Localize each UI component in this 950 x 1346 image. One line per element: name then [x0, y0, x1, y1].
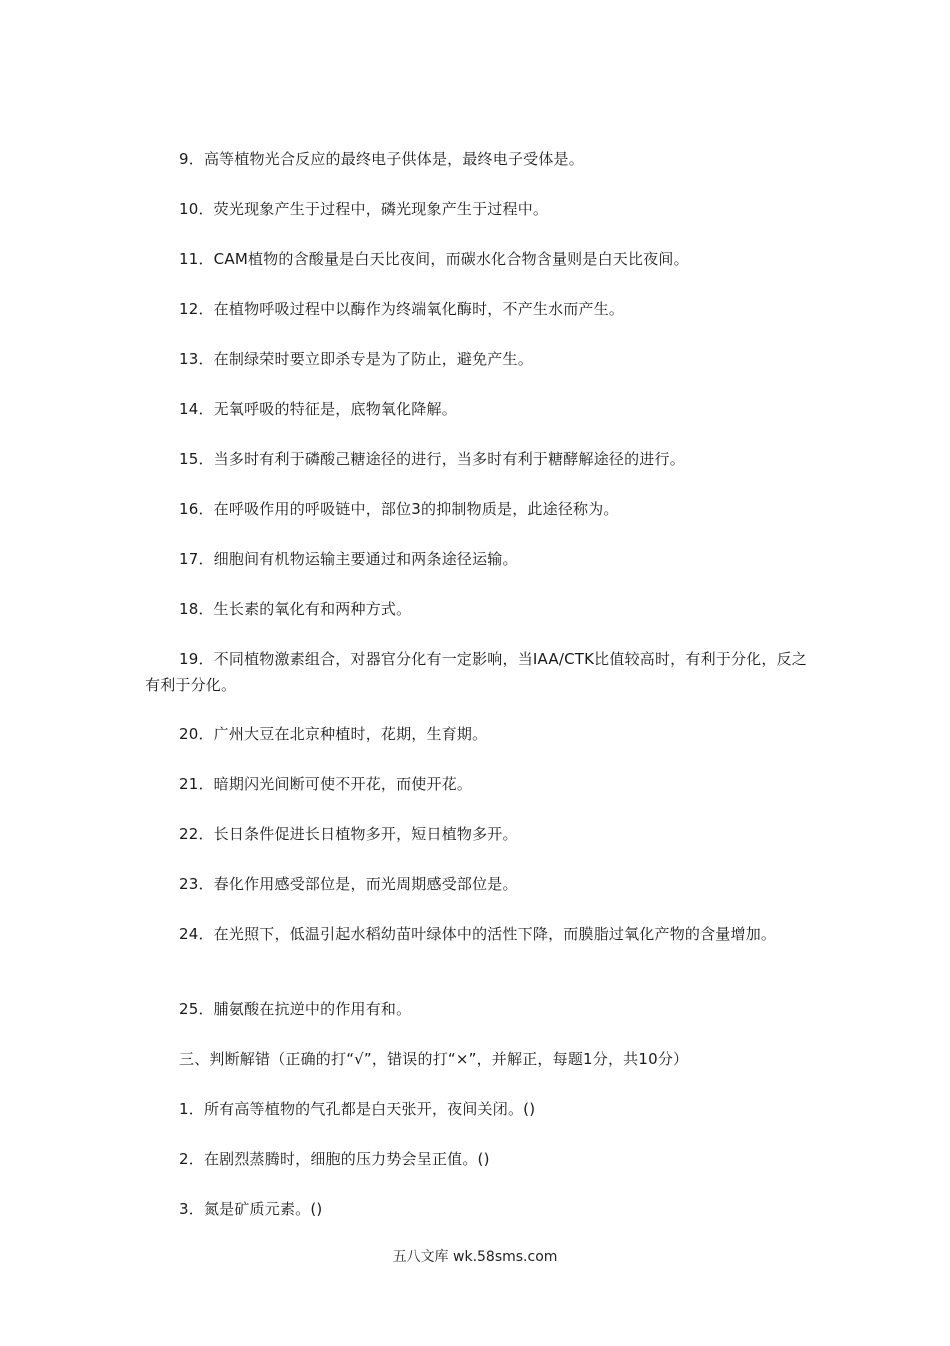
question-25: 25．脯氨酸在抗逆中的作用有和。 — [179, 1000, 412, 1018]
section-heading: 三、判断解错（正确的打“√”，错误的打“×”，并解正，每题1分，共10分） — [179, 1050, 689, 1068]
question-12: 12．在植物呼吸过程中以酶作为终端氧化酶时，不产生水而产生。 — [179, 300, 625, 318]
question-18: 18．生长素的氧化有和两种方式。 — [179, 600, 412, 618]
question-19: 19．不同植物激素组合，对器官分化有一定影响，当IAA/CTK比值较高时，有利于分化，反之有利于分化。 — [145, 650, 807, 694]
question-22: 22．长日条件促进长日植物多开，短日植物多开。 — [179, 825, 518, 843]
question-21: 21．暗期闪光间断可使不开花，而使开花。 — [179, 775, 473, 793]
question-24: 24．在光照下，低温引起水稻幼苗叶绿体中的活性下降，而膜脂过氧化产物的含量增加。 — [179, 925, 777, 943]
judge-question-1: 1．所有高等植物的气孔都是白天张开，夜间关闭。() — [179, 1100, 536, 1118]
question-9: 9．高等植物光合反应的最终电子供体是，最终电子受体是。 — [179, 150, 584, 168]
judge-question-2: 2．在剧烈蒸腾时，细胞的压力势会呈正值。() — [179, 1150, 490, 1168]
judge-question-3: 3．氮是矿质元素。() — [179, 1200, 323, 1218]
question-14: 14．无氧呼吸的特征是，底物氧化降解。 — [179, 400, 457, 418]
question-15: 15．当多时有利于磷酸己糖途径的进行，当多时有利于糖酵解途径的进行。 — [179, 450, 685, 468]
question-11: 11．CAM植物的含酸量是白天比夜间，而碳水化合物含量则是白天比夜间。 — [179, 250, 689, 268]
question-23: 23．春化作用感受部位是，而光周期感受部位是。 — [179, 875, 518, 893]
question-13: 13．在制绿荣时要立即杀专是为了防止，避免产生。 — [179, 350, 533, 368]
footer-watermark: 五八文库 wk.58sms.com — [392, 1249, 558, 1265]
question-10: 10．荧光现象产生于过程中，磷光现象产生于过程中。 — [179, 200, 549, 218]
question-16: 16．在呼吸作用的呼吸链中，部位3的抑制物质是，此途径称为。 — [179, 500, 619, 518]
question-20: 20．广州大豆在北京种植时，花期，生育期。 — [179, 725, 488, 743]
question-17: 17．细胞间有机物运输主要通过和两条途径运输。 — [179, 550, 518, 568]
